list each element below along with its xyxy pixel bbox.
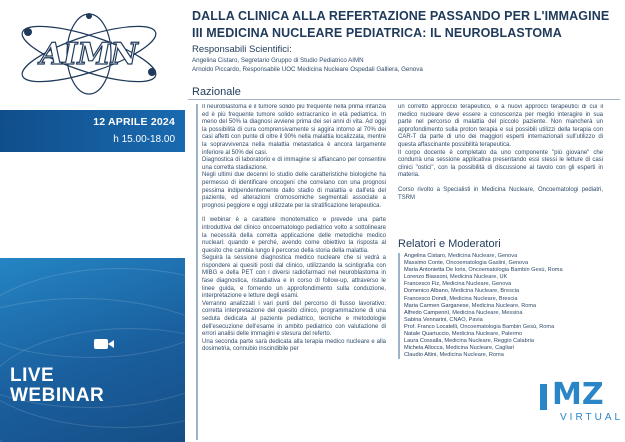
relatore-role: Medicina Nucleare, Reggio Calabria [442, 338, 534, 345]
relatore-role: Medicina Nucleare, Palermo [450, 331, 523, 338]
relatore-name: Sabina Vennarini, [404, 316, 448, 323]
relatore-item [404, 352, 604, 359]
webinar-panel [0, 258, 185, 442]
relatore-role: Medicina Nucleare, Genova [440, 281, 512, 288]
relatore-name: Claudio Altini, [404, 352, 438, 359]
relatore-role: Oncoematologia Gaslini, Genova [444, 260, 529, 267]
event-date: 12 APRILE 2024 [93, 116, 175, 128]
relatore-name: Angelina Cistaro, [404, 253, 447, 259]
relatore-name: Massimo Conte, [404, 260, 445, 267]
relatore-item [404, 303, 604, 310]
brand-bar [540, 384, 547, 410]
paragraph: Il neuroblastoma è il tumore solido più frequente nella prima infanzia ed è più frequente tumore solido extracranico in età pediatrica. In meno del 50% la diagnosi avviene prima dei sei anni di vita. Ad oggi la possibilità di cura comprensivamente si aggira intorno al 70% dei casi affetti con punte di oltre il 90% nella malattia localizzata, mentre la sopravvivenza nella malattia metastatica è ancora largamente inferiore al 50% dei casi. [202, 104, 386, 156]
relatore-item [404, 310, 604, 317]
logo-text: AIMN [40, 37, 138, 72]
relatore-role: Oncoematologia Bambin Gesù, Roma [458, 323, 555, 330]
aimn-logo [14, 10, 164, 98]
relatore-item [404, 331, 604, 338]
paragraph: Seguirà la sessione diagnostica medico nucleare che si vedrà a rispondere ai quesiti posti dal clinico, utilizzando la scintigrafia con MIBG e della PET con i diversi radiofarmaci nel neuroblastoma in fase diagnostica, ristadiativa e in corso di follow-up, attraverso le linee guida, e fornendo un approfondimento sulla conduzione, interpretazione e letture degli esami. [202, 255, 386, 300]
live-webinar-label [10, 366, 104, 406]
relatore-role: Medicina Nucleare, Brescia [447, 295, 518, 302]
video-camera-icon [93, 336, 115, 352]
divider [188, 99, 620, 100]
relatore-item [404, 274, 604, 281]
relatore-role: CNAO, Pavia [447, 316, 483, 323]
relatore-role: Medicina Nucleare, UK [448, 274, 508, 281]
relatore-name: Francesco Fiz, [404, 281, 441, 288]
relatore-name: Maria Carmen Garganese, [404, 302, 471, 309]
relatori-list [398, 253, 604, 359]
relatore-item [404, 338, 604, 345]
relatore-name: Francesco Dondi, [404, 295, 448, 302]
razionale-column-2 [398, 104, 603, 230]
responsabile-line: Arnoldo Piccardo, Responsabile UOC Medicina Nucleare Ospedali Galliera, Genova [192, 66, 423, 73]
paragraph: Il webinar è a carattere monotematico e prevede una parte introduttiva del clinico oncoematologo pediatrico volto a sottolineare la necessità della corretta applicazione delle metodiche medico nucleari: quando e perché, avendo come obiettivo la risposta al quesito che cambia lungo il percorso della storia della malattia. [202, 217, 386, 254]
relatore-item [404, 345, 604, 352]
relatore-item [404, 267, 604, 274]
relatore-role: Medicina Nucleare, Cagliari [444, 345, 515, 352]
responsabile-line: Angelina Cistaro, Segretario Gruppo di Studio Pediatrico AIMN [192, 57, 364, 64]
relatore-name: Natale Quartuccio, [404, 331, 451, 338]
relatori-heading: Relatori e Moderatori [398, 238, 501, 250]
paragraph: un corretto approccio terapeutico, e a nuovi approcci terapeutici di cui il medico nucleare deve essere a conoscenza per meglio interagire in sua parte nel percorso di malattia del piccolo paziente. Non mancherà un approfondimento sulla proton terapia e sui possibili utilizzi della terapia con CAR-T da parte di uno dei maggiori esperti internazionali sull'utilizzo di questa affascinante possibilità terapeutica. [398, 104, 603, 148]
relatore-name: Michela Allocca, [404, 345, 445, 352]
razionale-heading: Razionale [192, 86, 241, 98]
responsabili-heading: Responsabili Scientifici: [192, 44, 292, 55]
relatore-item [404, 260, 604, 267]
relatore-item [404, 296, 604, 303]
relatore-role: Medicina Nucleare, Roma [437, 352, 504, 359]
relatore-name: Maria Antonietta De Ioris, [404, 267, 467, 274]
relatore-item [404, 253, 604, 260]
date-panel [0, 110, 185, 152]
relatore-role: Medicina Nucleare, Brescia [449, 288, 520, 295]
paragraph: Verranno analizzati i vari punti del percorso di flusso lavorativo: corretta interpretazione del quesito clinico, programmazione di una seduta dedicata al paziente pediatrico, tecniche e metodologie dell'esecuzione dell'esame in ambito pediatrico con valutazione di errori analisi delle immagini e stesura del referto. [202, 300, 386, 338]
relatore-name: Prof. Franco Locatelli, [404, 323, 459, 330]
relatore-item [404, 317, 604, 324]
paragraph: Una seconda parte sarà dedicata alla terapia medico nucleare e alla dosimetria, connubio inscindibile per [202, 338, 386, 353]
relatore-item [404, 324, 604, 331]
relatore-role: Medicina Nucleare, Messina [450, 309, 523, 316]
relatore-name: Laura Cossalla, [404, 338, 443, 345]
relatore-name: Domenico Albano, [404, 288, 450, 295]
event-time: h 15.00-18.00 [113, 134, 175, 145]
relatore-role: Medicina Nucleare, Roma [470, 302, 537, 309]
razionale-column-1 [196, 104, 386, 440]
relatore-role: Medicina Nucleare, Genova [446, 253, 518, 259]
relatore-item [404, 281, 604, 288]
brand-logo-text: MZ [552, 377, 604, 412]
webinar-line1: LIVE [10, 365, 55, 386]
relatore-name: Alfredo Campennì, [404, 309, 451, 316]
paragraph: Il corpo docente è completato da uno componente "più giovane" che condurrà una sessione applicativa presentando essi stessi le letture di casi clinici "ostici", con la possibilità di discussione al tavolo con gli esperti in materia. [398, 149, 603, 179]
paragraph: Diagnostica di laboratorio e di immagine si affiancano per consentire una corretta stadiazione. [202, 157, 386, 171]
paragraph: Corso rivolto a Specialisti in Medicina Nucleare, Oncoematologi pediatri, TSRM [398, 186, 603, 201]
webinar-line2: WEBINAR [10, 385, 105, 406]
relatore-name: Lorenzo Biassoni, [404, 274, 449, 281]
relatore-item [404, 288, 604, 295]
paragraph: Negli ultimi due decenni lo studio delle caratteristiche biologiche ha permesso di identificare oncogeni che correlano con una prognosi pessima indipendentemente dallo stadio di malattia e dall'età del paziente, ed alterazioni cromosomiche segmentali associate a prognosi peggiore e oggi utilizzate per la stratificazione terapeutica. [202, 172, 386, 209]
page-title: DALLA CLINICA ALLA REFERTAZIONE PASSANDO PER L'IMMAGINE III MEDICINA NUCLEARE PEDIATRICA: IL NEUROBLASTOMA [192, 9, 610, 40]
relatore-role: Oncoematologia Bambin Gesù, Roma [466, 267, 563, 274]
sidebar [0, 0, 187, 442]
brand-logo-subtext: VIRTUAL [560, 412, 624, 423]
